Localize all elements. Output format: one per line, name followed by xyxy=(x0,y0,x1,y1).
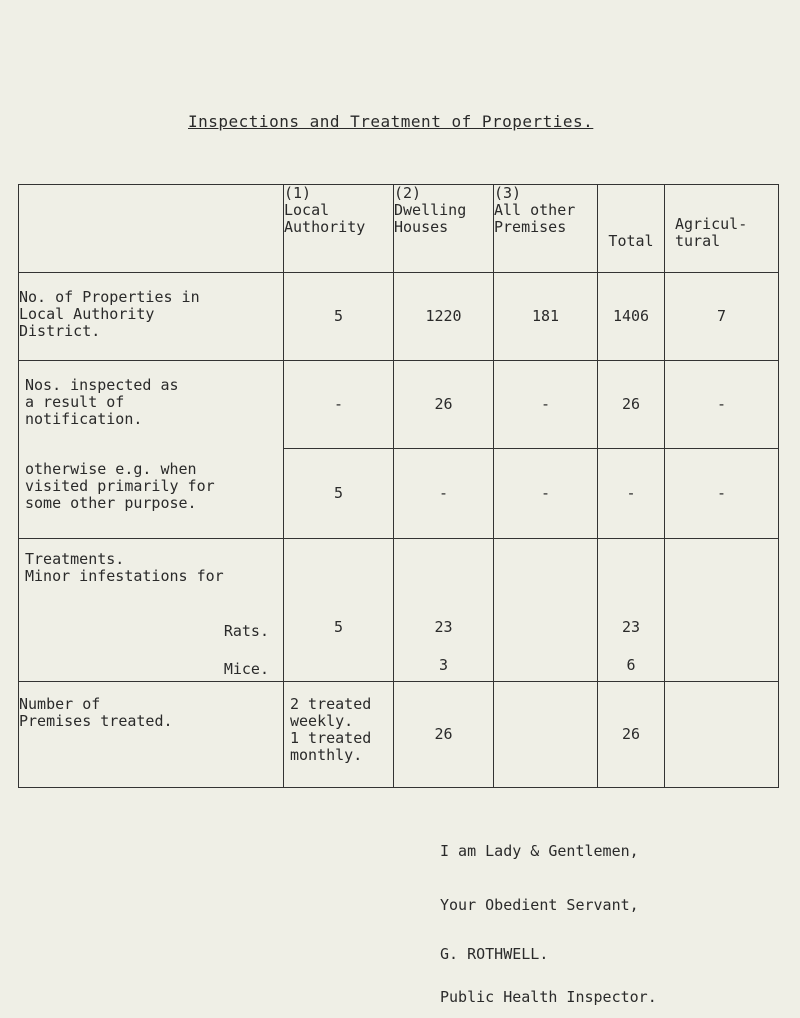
header-other-premises: (3) All other Premises xyxy=(494,185,598,273)
cell-notification-agricultural: - xyxy=(665,361,779,449)
header-total: Total xyxy=(598,185,665,273)
row-label-inspected xyxy=(19,361,284,539)
cell-treatments-local xyxy=(284,539,394,682)
cell-otherwise-other: - xyxy=(494,449,598,539)
signature-name: G. ROTHWELL. xyxy=(440,945,549,963)
cell-otherwise-local: 5 xyxy=(284,449,394,539)
row-label-premises-treated: Number of Premises treated. xyxy=(19,682,284,788)
row-label-treatments xyxy=(19,539,284,682)
cell-premises-dwelling: 26 xyxy=(394,682,494,788)
row-label-properties: No. of Properties in Local Authority District. xyxy=(19,273,284,361)
cell-treatments-total xyxy=(598,539,665,682)
mice-total: 6 xyxy=(626,656,636,674)
cell-premises-agricultural xyxy=(665,682,779,788)
cell-otherwise-agricultural: - xyxy=(665,449,779,539)
row-label-otherwise: otherwise e.g. when visited primarily for some other purpose. xyxy=(25,460,215,512)
cell-premises-local: 2 treated weekly. 1 treated monthly. xyxy=(284,682,394,788)
header-dwelling-houses: (2) Dwelling Houses xyxy=(394,185,494,273)
cell-otherwise-dwelling: - xyxy=(394,449,494,539)
rats-total: 23 xyxy=(621,618,641,636)
table-row xyxy=(19,539,779,682)
cell-premises-other xyxy=(494,682,598,788)
header-agricultural: Agricul- tural xyxy=(665,185,779,273)
cell-notification-total: 26 xyxy=(598,361,665,449)
table-row xyxy=(19,682,779,788)
cell-otherwise-total: - xyxy=(598,449,665,539)
cell-notification-local: - xyxy=(284,361,394,449)
cell-treatments-agricultural xyxy=(665,539,779,682)
treatments-label: Treatments. Minor infestations for xyxy=(25,550,224,585)
page-title: Inspections and Treatment of Properties. xyxy=(188,112,594,131)
cell-properties-agricultural: 7 xyxy=(665,273,779,361)
header-row xyxy=(19,185,779,273)
cell-properties-total: 1406 xyxy=(598,273,665,361)
table-row xyxy=(19,273,779,361)
signature-title: Public Health Inspector. xyxy=(440,988,657,1006)
header-local-authority: (1) Local Authority xyxy=(284,185,394,273)
table-row xyxy=(19,361,779,449)
rats-local: 5 xyxy=(333,618,344,636)
rats-label: Rats. xyxy=(223,622,269,640)
cell-properties-dwelling: 1220 xyxy=(394,273,494,361)
mice-dwelling: 3 xyxy=(438,656,449,674)
cell-treatments-dwelling xyxy=(394,539,494,682)
cell-premises-total: 26 xyxy=(598,682,665,788)
row-label-notification: Nos. inspected as a result of notification. xyxy=(25,376,179,428)
header-blank xyxy=(19,185,284,273)
inspections-table xyxy=(18,184,779,788)
cell-properties-local: 5 xyxy=(284,273,394,361)
rats-dwelling: 23 xyxy=(434,618,453,636)
cell-notification-other: - xyxy=(494,361,598,449)
cell-properties-other: 181 xyxy=(494,273,598,361)
closing-salutation: I am Lady & Gentlemen, xyxy=(440,842,639,860)
mice-label: Mice. xyxy=(223,660,269,678)
cell-treatments-other xyxy=(494,539,598,682)
closing-servant: Your Obedient Servant, xyxy=(440,896,639,914)
cell-notification-dwelling: 26 xyxy=(394,361,494,449)
